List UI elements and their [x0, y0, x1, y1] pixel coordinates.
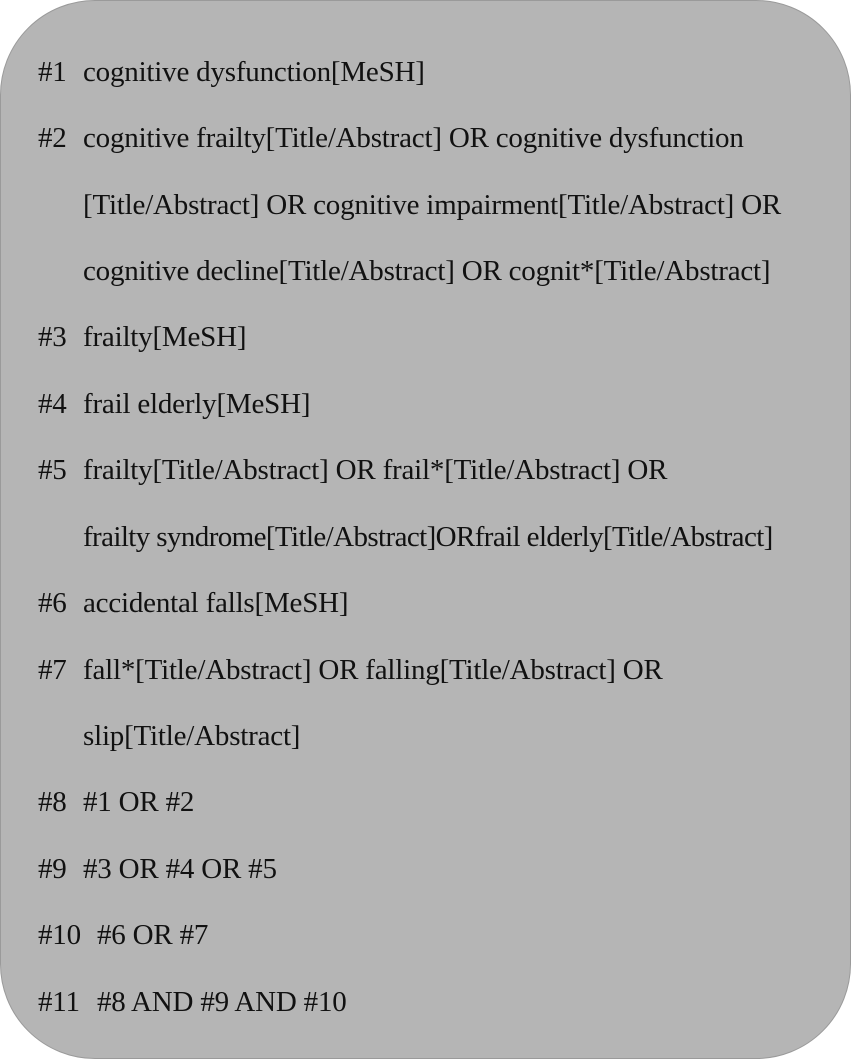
step-number: #6 [38, 587, 67, 619]
step-query-line: #8 AND #9 AND #10 [97, 986, 347, 1018]
step-number: #3 [38, 321, 67, 353]
step-query-line: slip[Title/Abstract] [83, 720, 301, 752]
step-query-line: #6 OR #7 [97, 919, 209, 951]
step-query-line: #1 OR #2 [83, 786, 195, 818]
step-number: #8 [38, 786, 67, 818]
step-number: #9 [38, 853, 67, 885]
step-query-line: frailty[MeSH] [83, 321, 247, 353]
step-query-line: accidental falls[MeSH] [83, 587, 349, 619]
step-query-line: #3 OR #4 OR #5 [83, 853, 277, 885]
step-query-line: [Title/Abstract] OR cognitive impairment[Title/Abstract] OR [83, 189, 782, 221]
step-query-line: cognitive frailty[Title/Abstract] OR cognitive dysfunction [83, 122, 744, 154]
step-query-line: fall*[Title/Abstract] OR falling[Title/Abstract] OR [83, 654, 663, 686]
step-number: #5 [38, 454, 67, 486]
step-query-line: cognitive decline[Title/Abstract] OR cognit*[Title/Abstract] [83, 255, 771, 287]
step-query-line: frailty[Title/Abstract] OR frail*[Title/Abstract] OR [83, 454, 668, 486]
step-number: #7 [38, 654, 67, 686]
step-query-line: frail elderly[MeSH] [83, 388, 311, 420]
step-number: #1 [38, 56, 67, 88]
step-number: #2 [38, 122, 67, 154]
step-number: #11 [38, 986, 80, 1018]
step-number: #10 [38, 919, 81, 951]
step-number: #4 [38, 388, 67, 420]
step-query-line: cognitive dysfunction[MeSH] [83, 56, 425, 88]
step-query-line: frailty syndrome[Title/Abstract]ORfrail elderly[Title/Abstract] [83, 521, 773, 553]
